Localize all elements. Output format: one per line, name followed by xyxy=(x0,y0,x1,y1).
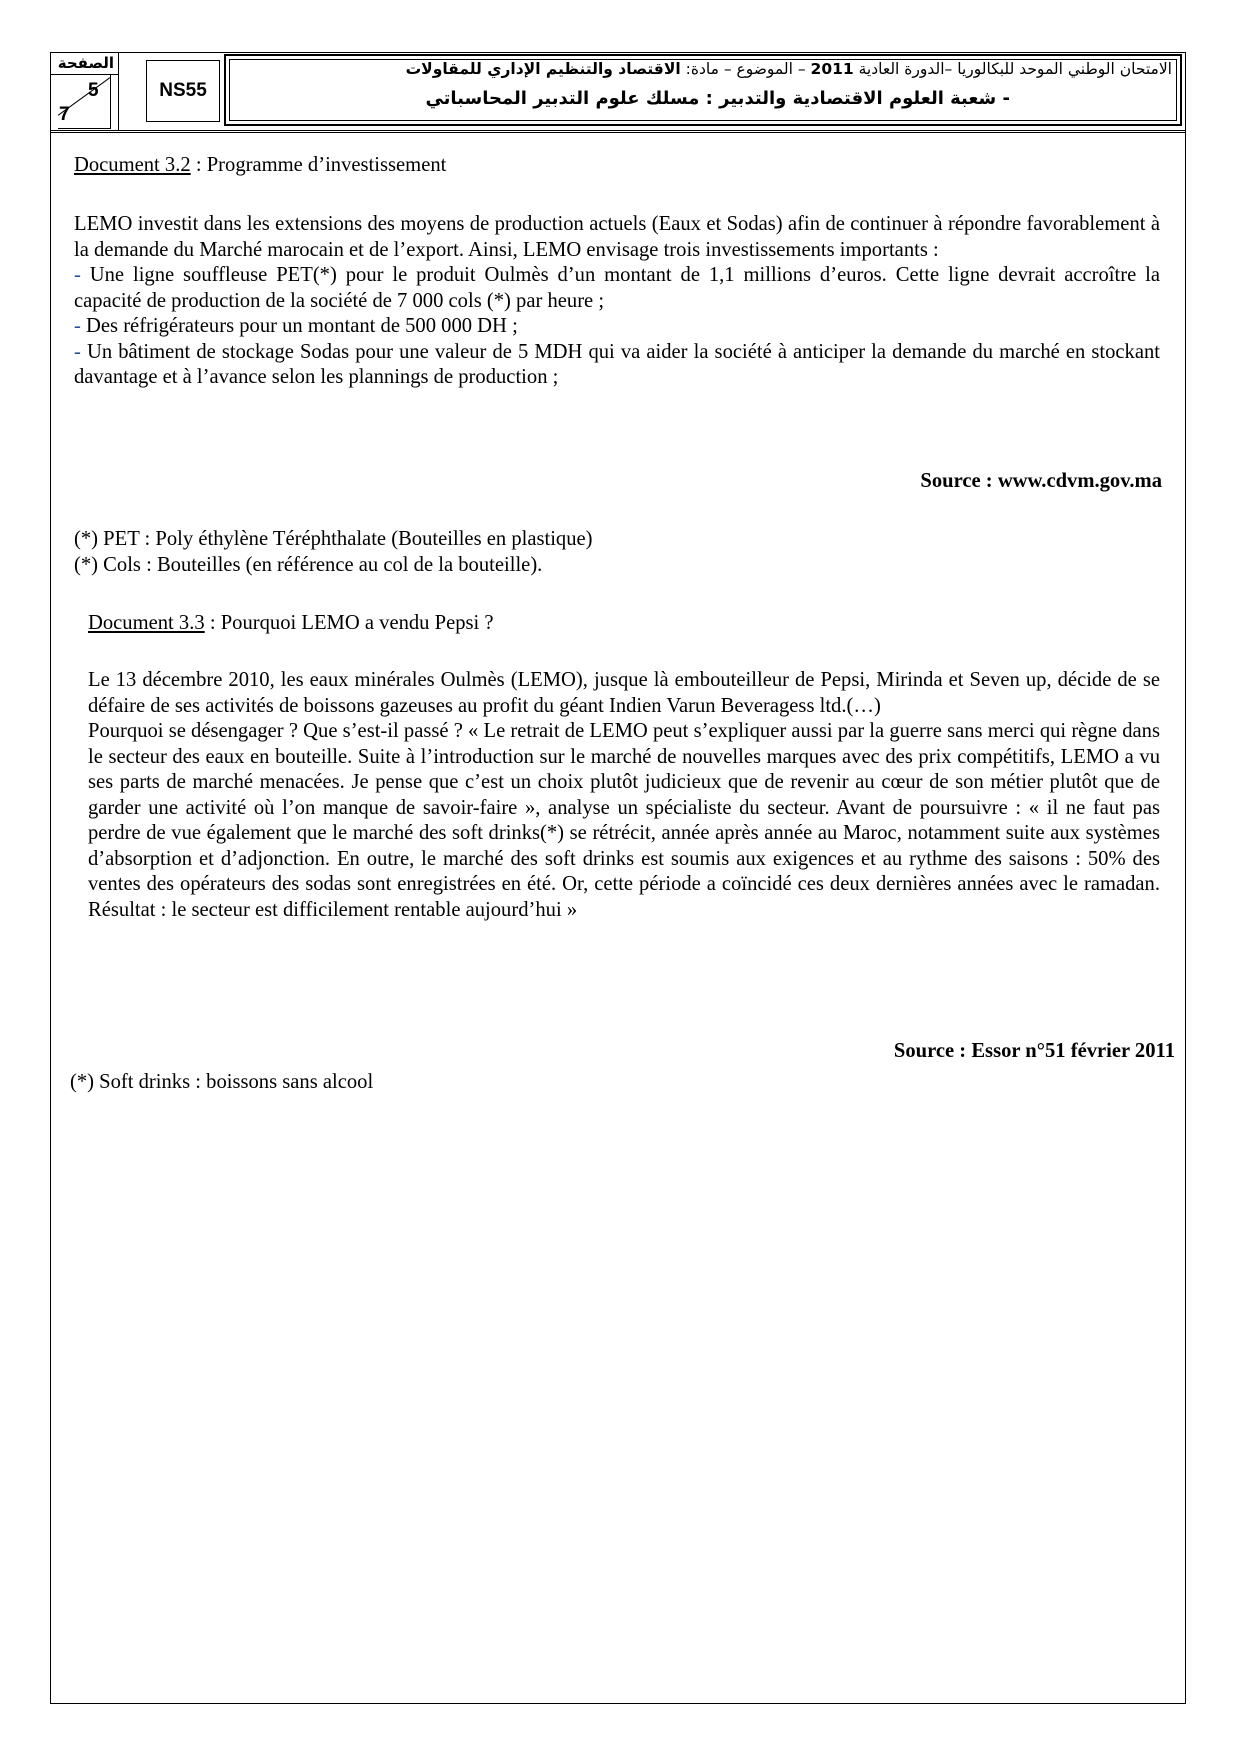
doc33-body xyxy=(88,668,1160,923)
doc32-intro: LEMO investit dans les extensions des moyens de production actuels (Eaux et Sodas) afin de continuer à répondre favorablement à la demande du Marché marocain et de l’export. Ainsi, LEMO envisage trois investissements importants : xyxy=(74,213,1160,261)
exam-header xyxy=(50,52,1186,132)
doc33-para1: Le 13 décembre 2010, les eaux minérales Oulmès (LEMO), jusque là embouteilleur de Pepsi, Mirinda et Seven up, décide de se défaire de ses activités de boissons gazeuses au profit du géant Indien Varun Beveragess ltd.(…) xyxy=(88,669,1160,717)
list-item: - Des réfrigérateurs pour un montant de 500 000 DH ; xyxy=(74,315,518,337)
doc32-source: Source : www.cdvm.gov.ma xyxy=(920,470,1162,492)
page-label: الصفحة xyxy=(57,54,114,72)
doc33-para2: Pourquoi se désengager ? Que s’est-il passé ? « Le retrait de LEMO peut s’expliquer aussi par la guerre sans merci qui règne dans le secteur des eaux en bouteille. Suite à l’introduction sur le marché de nouvelles marques avec des prix compétitifs, LEMO a vu ses parts de marché menacées. Je pense que c’est un choix plutôt judicieux que de revenir au cœur de son métier plutôt que de garder une activité où l’on manque de savoir-faire », analyse un spécialiste du secteur. Avant de poursuivre : « il ne faut pas perdre de vue également que le marché des soft drinks(*) se rétrécit, année après année au Maroc, notamment suite aux systèmes d’absorption et d’adjonction. En outre, le marché des soft drinks est soumis aux exigences et au rythme des saisons : 50% des ventes des opérateurs des sodas sont enregistrées en été. Or, cette période a coïncidé ces deux dernières années avec le ramadan. Résultat : le secteur est difficilement rentable aujourd’hui » xyxy=(88,720,1160,921)
doc33-note: (*) Soft drinks : boissons sans alcool xyxy=(70,1071,374,1093)
header-divider xyxy=(50,130,1186,133)
list-item: - Une ligne souffleuse PET(*) pour le produit Oulmès d’un montant de 1,1 millions d’euros. Cette ligne devrait accroître la capacité de production de la société de 7 000 cols (*) par heure ; xyxy=(74,264,1160,312)
exam-title-box xyxy=(224,54,1182,126)
exam-year: 2011 xyxy=(810,60,854,78)
doc32-note-cols: (*) Cols : Bouteilles (en référence au col de la bouteille). xyxy=(74,554,543,576)
exam-title-line1 xyxy=(406,60,1172,78)
page-indicator xyxy=(50,52,119,130)
exam-title-session: الامتحان الوطني الموحد للبكالوريا –الدورة العادية xyxy=(858,60,1172,78)
doc32-title: : Programme d’investissement xyxy=(190,154,447,176)
exam-subject: الاقتصاد والتنظيم الإداري للمقاولات xyxy=(405,60,681,78)
doc32-note-pet: (*) PET : Poly éthylène Téréphthalate (Bouteilles en plastique) xyxy=(74,528,593,550)
doc33-label: Document 3.3 xyxy=(88,612,205,634)
page-total: 7 xyxy=(59,104,70,125)
doc32-label: Document 3.2 xyxy=(74,154,191,176)
doc32-heading xyxy=(74,153,1074,179)
list-item: - Un bâtiment de stockage Sodas pour une valeur de 5 MDH qui va aider la société à anticiper la demande du marché en stockant davantage et à l’avance selon les plannings de production ; xyxy=(74,340,1160,388)
doc33-title: : Pourquoi LEMO a vendu Pepsi ? xyxy=(204,612,494,634)
exam-title-subject-label: – الموضوع – مادة: xyxy=(685,60,806,78)
exam-code: NS55 xyxy=(146,60,220,122)
page-number: 5 xyxy=(88,80,99,101)
doc33-source: Source : Essor n°51 février 2011 xyxy=(893,1040,1175,1062)
exam-title-line2: - شعبة العلوم الاقتصادية والتدبير : مسلك علوم التدبير المحاسباتي xyxy=(425,88,1010,109)
doc32-body xyxy=(74,212,1160,391)
doc33-heading xyxy=(88,611,888,637)
